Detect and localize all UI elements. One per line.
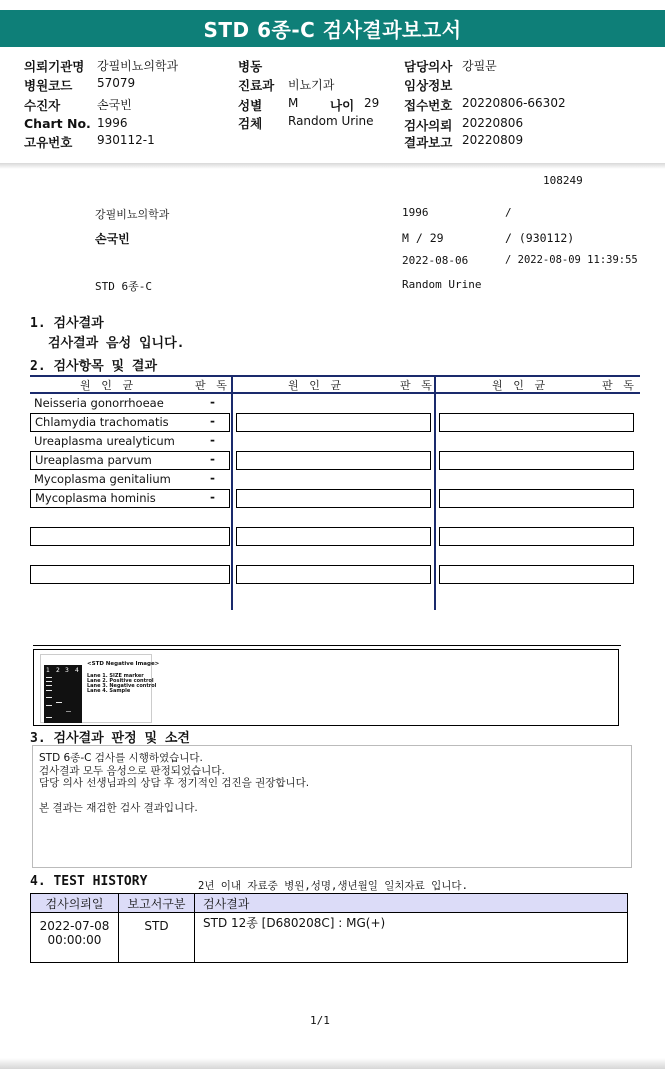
gel-band xyxy=(46,681,52,682)
organism-name: Mycoplasma genitalium xyxy=(34,472,171,486)
history-type: STD xyxy=(119,913,195,963)
opinion-line: 담당 의사 선생님과의 상담 후 정기적인 검진을 권장합니다. xyxy=(39,777,310,789)
info-slash: / xyxy=(505,206,512,219)
gel-band xyxy=(46,685,52,686)
gel-band xyxy=(46,690,52,691)
header-divider xyxy=(0,163,665,169)
barcode-number: 108249 xyxy=(543,174,583,187)
history-header-date: 검사의뢰일 xyxy=(31,894,119,913)
gel-band xyxy=(46,705,52,706)
empty-row xyxy=(236,565,431,584)
age-label: 나이 xyxy=(330,98,355,113)
info-chart-no: 1996 xyxy=(402,206,429,219)
section-1-title: 1. 검사결과 xyxy=(30,316,104,331)
gel-lane-number: 2 xyxy=(56,667,60,674)
history-date-cell xyxy=(31,913,119,963)
organism-row xyxy=(30,395,230,414)
doctor-label: 담당의사 xyxy=(404,59,453,74)
organism-result: - xyxy=(210,471,215,485)
history-date: 2022-07-08 xyxy=(39,919,110,933)
organism-name: Chlamydia trachomatis xyxy=(35,415,169,429)
info-test-name: STD 6종-C xyxy=(95,280,152,293)
chart-no-value: 1996 xyxy=(97,116,128,130)
organism-result: - xyxy=(210,395,215,409)
organism-name: Ureaplasma parvum xyxy=(35,453,152,467)
gel-lane-number: 1 xyxy=(46,667,50,674)
sex-label: 성별 xyxy=(238,98,263,113)
hospital-code-value: 57079 xyxy=(97,76,136,90)
gel-top-rule xyxy=(33,645,621,646)
opinion-line: 검사결과 모두 음성으로 판정되었습니다. xyxy=(39,764,225,777)
request-label: 검사의뢰 xyxy=(404,118,453,133)
history-table xyxy=(30,893,628,963)
history-result: STD 12종 [D680208C] : MG(+) xyxy=(195,913,628,963)
gel-lane-number: 3 xyxy=(65,667,69,674)
specimen-label: 검체 xyxy=(238,116,263,131)
institution-label: 의뢰기관명 xyxy=(24,59,85,74)
history-note: 2년 이내 자료중 병원,성명,생년월일 일치자료 입니다. xyxy=(198,880,468,892)
organism-result: - xyxy=(210,414,215,428)
doctor-value: 강필문 xyxy=(462,59,497,73)
info-specimen: Random Urine xyxy=(402,278,482,291)
col2-organism-header: 원 인 균 xyxy=(288,379,344,392)
gel-lane-number: 4 xyxy=(75,667,79,674)
history-header-result: 검사결과 xyxy=(195,894,628,913)
opinion-line: STD 6종-C 검사를 시행하였습니다. xyxy=(39,752,203,764)
gel-band xyxy=(46,697,52,698)
gel-band xyxy=(56,702,62,703)
gel-thumbnail xyxy=(40,654,160,723)
opinion-line: 본 결과는 재검한 검사 결과입니다. xyxy=(39,802,198,814)
result-summary: 검사결과 음성 입니다. xyxy=(48,336,185,351)
col1-organism-header: 원 인 균 xyxy=(80,379,136,392)
organism-name: Neisseria gonorrhoeae xyxy=(34,396,164,410)
institution-value: 강필비뇨의학과 xyxy=(97,59,179,73)
report-label: 결과보고 xyxy=(404,135,453,150)
dept-value: 비뇨기과 xyxy=(288,78,335,92)
result-table xyxy=(30,375,640,610)
empty-row xyxy=(236,527,431,546)
col3-organism-header: 원 인 균 xyxy=(492,379,548,392)
empty-row xyxy=(30,527,230,546)
info-request-date: 2022-08-06 xyxy=(402,254,469,267)
empty-row xyxy=(439,451,634,470)
page-number: 1/1 xyxy=(310,1014,330,1027)
history-time: 00:00:00 xyxy=(47,933,102,947)
report-title: STD 6종-C 검사결과보고서 xyxy=(0,10,665,47)
info-report-datetime: / 2022-08-09 11:39:55 xyxy=(505,254,638,266)
col1-judge-header: 판 독 xyxy=(195,379,229,392)
empty-row xyxy=(236,413,431,432)
section-2-title: 2. 검사항목 및 결과 xyxy=(30,359,158,374)
gel-legend-3: Lane 3. Negative control xyxy=(87,683,157,689)
organism-name: Ureaplasma urealyticum xyxy=(34,434,175,448)
clinical-label: 임상정보 xyxy=(404,78,453,93)
request-value: 20220806 xyxy=(462,116,524,130)
sex-value: M xyxy=(288,96,299,110)
col3-judge-header: 판 독 xyxy=(602,379,636,392)
history-header-row xyxy=(31,894,628,913)
gel-title: <STD Negative Image> xyxy=(87,661,160,667)
history-row xyxy=(31,913,628,963)
gel-image-panel xyxy=(33,649,619,726)
ward-label: 병동 xyxy=(238,59,263,74)
organism-result: - xyxy=(210,433,215,447)
organism-row xyxy=(30,489,230,508)
empty-row xyxy=(439,489,634,508)
organism-name: Mycoplasma hominis xyxy=(35,491,156,505)
section-4-title: 4. TEST HISTORY xyxy=(30,874,148,889)
info-institution: 강필비뇨의학과 xyxy=(95,208,170,221)
specimen-value: Random Urine xyxy=(288,114,374,128)
organism-row xyxy=(30,451,230,470)
report-value: 20220809 xyxy=(462,133,524,147)
empty-row xyxy=(30,565,230,584)
dept-label: 진료과 xyxy=(238,78,275,93)
organism-row xyxy=(30,413,230,432)
organism-row xyxy=(30,471,230,490)
gel-band xyxy=(46,717,52,718)
info-patient: 손국빈 xyxy=(95,232,130,246)
gel-legend-2: Lane 2. Positive control xyxy=(87,678,154,684)
organism-row xyxy=(30,433,230,452)
receipt-value: 20220806-66302 xyxy=(462,96,566,110)
unique-no-label: 고유번호 xyxy=(24,135,73,150)
gel-electrophoresis-image xyxy=(44,665,82,723)
organism-result: - xyxy=(210,452,215,466)
patient-label: 수진자 xyxy=(24,98,61,113)
gel-band xyxy=(46,677,52,678)
col2-judge-header: 판 독 xyxy=(400,379,434,392)
empty-row xyxy=(439,565,634,584)
page-bottom-edge xyxy=(0,1058,665,1069)
opinion-line xyxy=(39,790,625,803)
section-3-title: 3. 검사결과 판정 및 소견 xyxy=(30,731,190,746)
chart-no-label: Chart No. xyxy=(24,116,91,131)
opinion-box xyxy=(32,745,632,868)
info-birth: / (930112) xyxy=(505,231,575,245)
patient-value: 손국빈 xyxy=(97,98,132,112)
gel-legend-4: Lane 4. Sample xyxy=(87,688,131,694)
empty-row xyxy=(439,413,634,432)
column-divider-2 xyxy=(434,375,436,610)
column-divider-1 xyxy=(231,375,233,610)
gel-band xyxy=(66,711,71,712)
info-sex-age: M / 29 xyxy=(402,231,444,245)
unique-no-value: 930112-1 xyxy=(97,133,155,147)
empty-row xyxy=(236,489,431,508)
empty-row xyxy=(236,451,431,470)
empty-row xyxy=(439,527,634,546)
hospital-code-label: 병원코드 xyxy=(24,78,73,93)
history-header-type: 보고서구분 xyxy=(119,894,195,913)
organism-result: - xyxy=(210,490,215,504)
age-value: 29 xyxy=(364,96,380,110)
gel-legend-1: Lane 1. SIZE marker xyxy=(87,673,144,679)
receipt-label: 접수번호 xyxy=(404,98,453,113)
